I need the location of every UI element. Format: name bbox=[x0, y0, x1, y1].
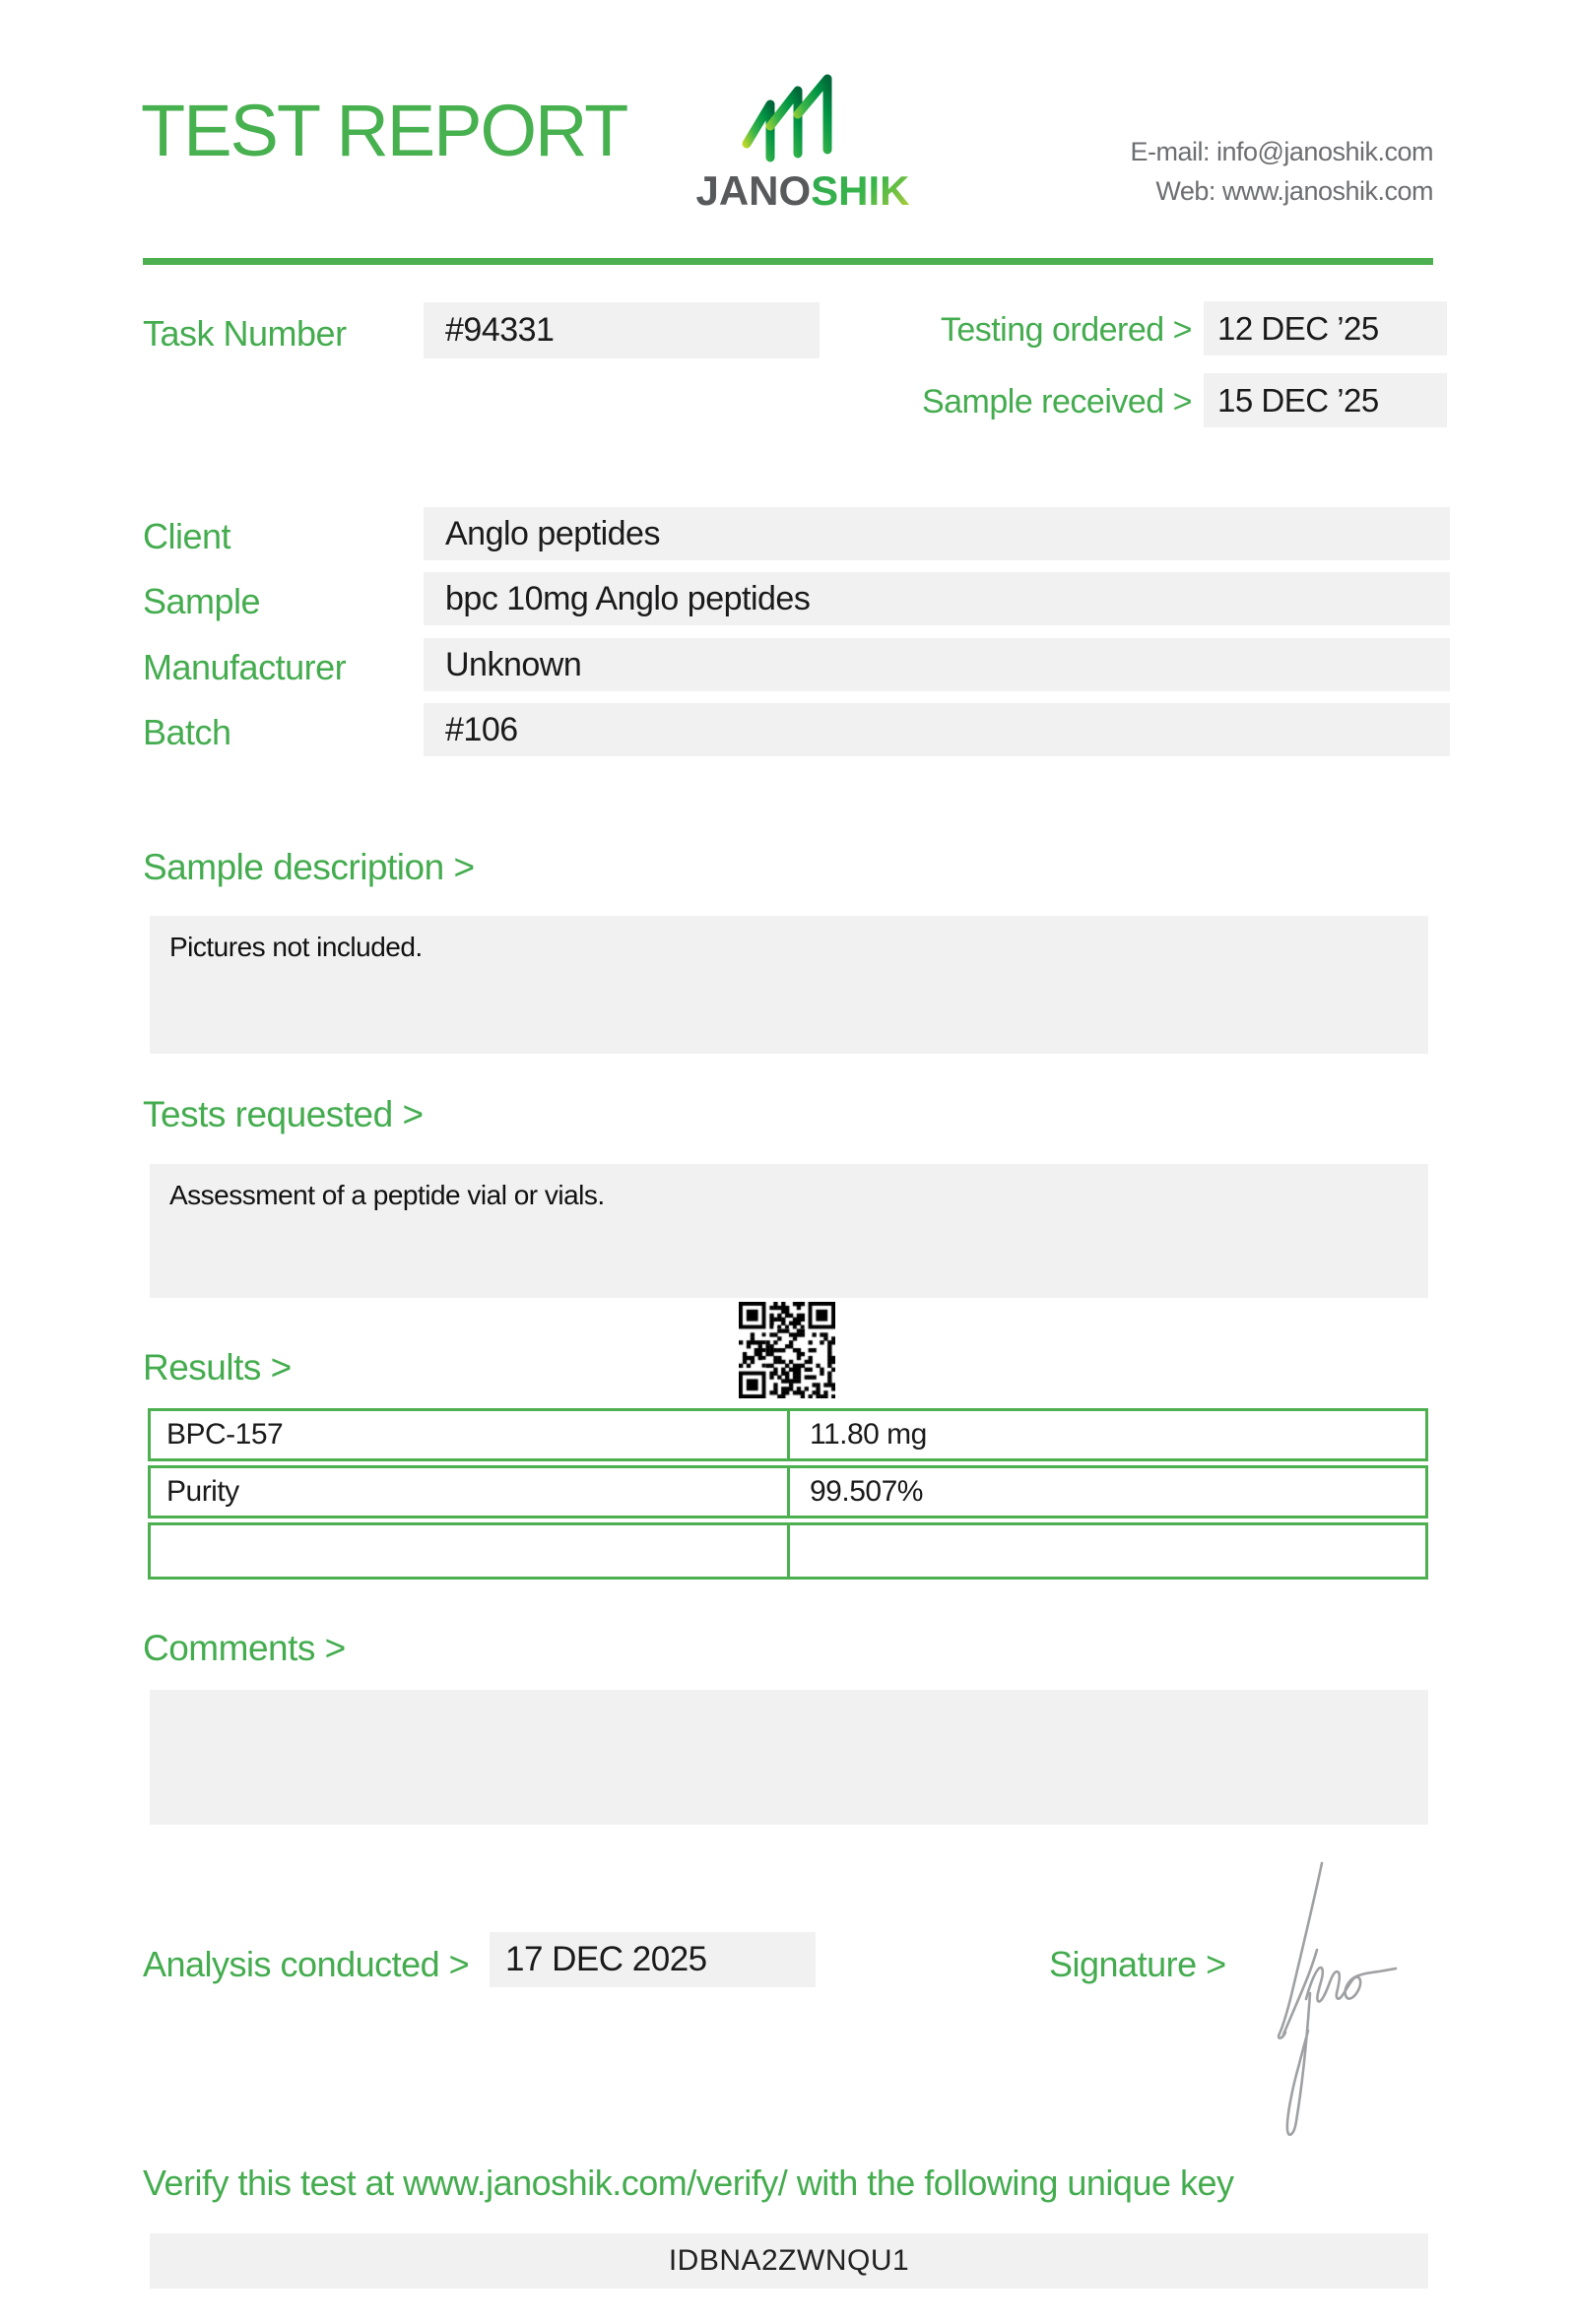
result-value-cell bbox=[790, 1525, 1425, 1577]
sample-received-label: Sample received > bbox=[921, 383, 1192, 420]
manufacturer-value: Unknown bbox=[424, 638, 1450, 691]
analysis-conducted-value: 17 DEC 2025 bbox=[490, 1932, 816, 1987]
growth-chart-icon bbox=[737, 73, 899, 167]
table-row bbox=[148, 1522, 1428, 1580]
task-number-value: #94331 bbox=[424, 302, 820, 358]
batch-value: #106 bbox=[424, 703, 1450, 756]
sample-label: Sample bbox=[143, 581, 261, 621]
results-table bbox=[148, 1408, 1428, 1580]
task-number-label: Task Number bbox=[143, 313, 347, 354]
logo-jano-text: JANO bbox=[695, 167, 812, 214]
client-label: Client bbox=[143, 516, 231, 556]
logo-shik-text: SHIK bbox=[811, 167, 910, 214]
table-row bbox=[148, 1408, 1428, 1461]
result-value-cell: 99.507% bbox=[810, 1475, 923, 1508]
sample-received-value: 15 DEC ’25 bbox=[1204, 373, 1447, 427]
results-heading: Results > bbox=[143, 1347, 292, 1388]
comments-box bbox=[150, 1690, 1428, 1825]
signature-label: Signature > bbox=[1049, 1944, 1226, 1984]
result-value-cell: 11.80 mg bbox=[810, 1418, 927, 1451]
contact-web: Web: www.janoshik.com bbox=[1155, 176, 1433, 206]
table-row bbox=[148, 1465, 1428, 1518]
client-value: Anglo peptides bbox=[424, 507, 1450, 560]
page-title: TEST REPORT bbox=[141, 90, 627, 171]
sample-value: bpc 10mg Anglo peptides bbox=[424, 572, 1450, 625]
comments-heading: Comments > bbox=[143, 1628, 346, 1668]
analysis-conducted-label: Analysis conducted > bbox=[143, 1944, 470, 1984]
testing-ordered-label: Testing ordered > bbox=[940, 311, 1192, 349]
janoshik-logo bbox=[680, 167, 926, 215]
tests-requested-heading: Tests requested > bbox=[143, 1094, 424, 1134]
verify-text: Verify this test at www.janoshik.com/verify/ with the following unique key bbox=[143, 2163, 1234, 2203]
sample-description-heading: Sample description > bbox=[143, 847, 475, 887]
signature-image bbox=[1261, 1843, 1487, 2149]
contact-email: E-mail: info@janoshik.com bbox=[1130, 137, 1433, 166]
manufacturer-label: Manufacturer bbox=[143, 647, 347, 687]
result-name-cell bbox=[151, 1525, 790, 1577]
batch-label: Batch bbox=[143, 712, 231, 752]
sample-description-box: Pictures not included. bbox=[150, 916, 1428, 1054]
result-name-cell: Purity bbox=[151, 1468, 790, 1516]
header-divider bbox=[143, 258, 1433, 265]
tests-requested-box: Assessment of a peptide vial or vials. bbox=[150, 1164, 1428, 1298]
result-name-cell: BPC-157 bbox=[151, 1411, 790, 1458]
contact-block bbox=[985, 132, 1433, 211]
verify-key: IDBNA2ZWNQU1 bbox=[150, 2233, 1428, 2289]
qr-code bbox=[739, 1302, 835, 1398]
testing-ordered-value: 12 DEC ’25 bbox=[1204, 301, 1447, 355]
